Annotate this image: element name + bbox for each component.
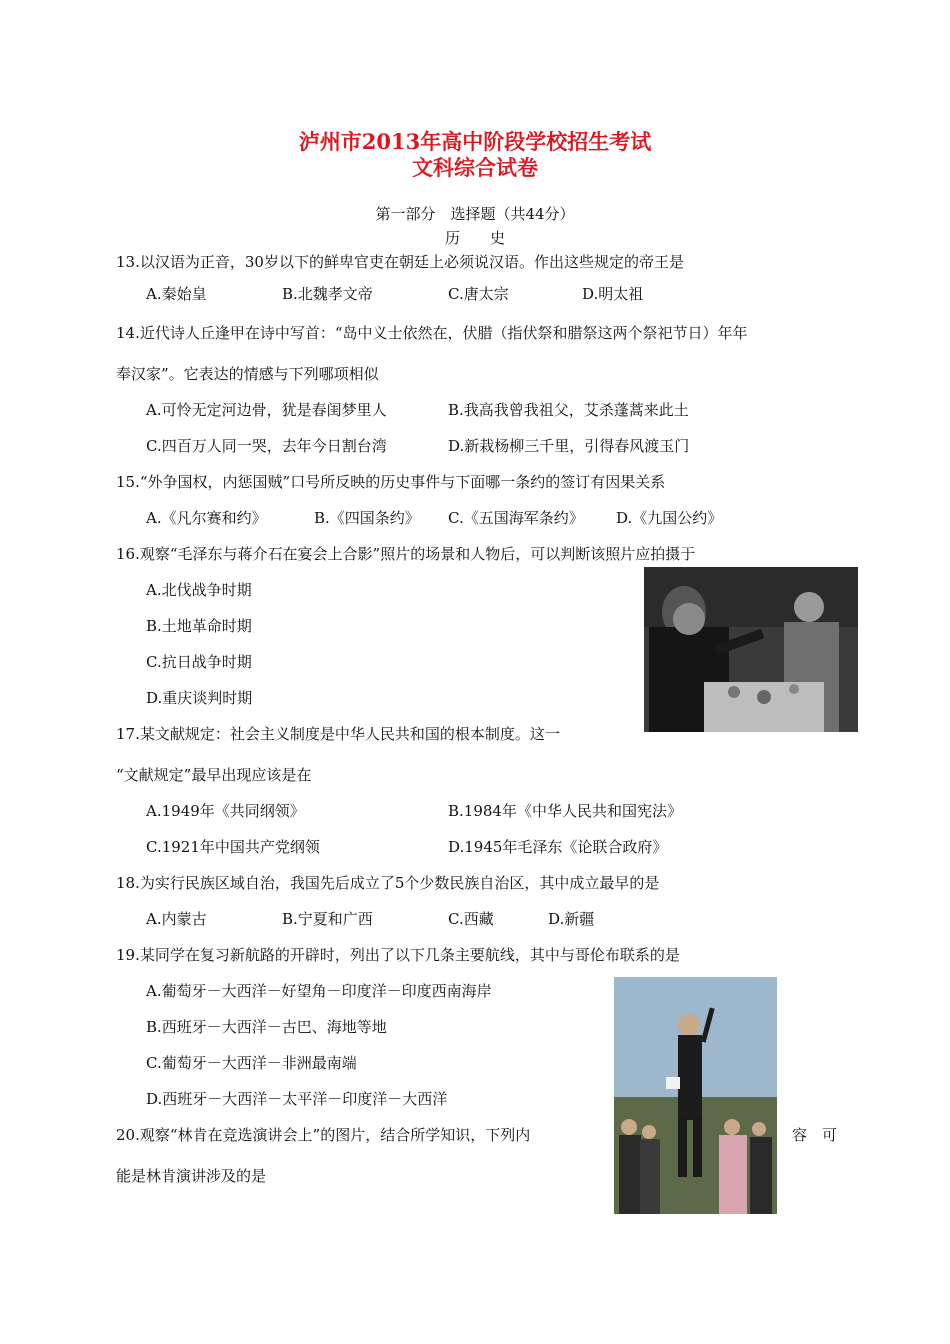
- question-18-stem: 18.为实行民族区域自治，我国先后成立了5个少数民族自治区，其中成立最早的是: [116, 874, 660, 892]
- question-17-stem-line2: “文献规定”最早出现应该是在: [116, 766, 312, 784]
- section-heading: 第一部分 选择题（共44分）: [375, 205, 575, 223]
- question-15-stem: 15.“外争国权，内惩国贼”口号所反映的历史事件与下面哪一条约的签订有因果关系: [116, 473, 666, 491]
- question-19-option-b: B.西班牙－大西洋－古巴、海地等地: [146, 1018, 387, 1036]
- question-17-option-c: C.1921年中国共产党纲领: [146, 838, 320, 856]
- exam-subtitle: 文科综合试卷: [412, 155, 538, 180]
- question-13-option-d: D.明太祖: [582, 285, 644, 303]
- question-16-option-b: B.土地革命时期: [146, 617, 252, 635]
- banquet-photo: [644, 567, 858, 732]
- question-14-option-d: D.新栽杨柳三千里，引得春风渡玉门: [448, 437, 690, 455]
- question-14-stem-line1: 14.近代诗人丘逢甲在诗中写首：“岛中义士依然在，伏腊（指伏祭和腊祭这两个祭祀节日）年年: [116, 324, 748, 342]
- subject-heading: 历 史: [444, 229, 505, 247]
- question-13-option-b: B.北魏孝文帝: [282, 285, 373, 303]
- question-17-stem-line1: 17.某文献规定：社会主义制度是中华人民共和国的根本制度。这一: [116, 725, 560, 743]
- banquet-photo-illustration: [644, 567, 858, 732]
- question-14-stem-line2: 奉汉家”。它表达的情感与下列哪项相似: [116, 365, 379, 383]
- question-15-option-b: B.《四国条约》: [314, 509, 420, 527]
- question-14-option-a: A.可怜无定河边骨，犹是春闺梦里人: [146, 401, 387, 419]
- question-14-option-c: C.四百万人同一哭，去年今日割台湾: [146, 437, 387, 455]
- question-16-option-a: A.北伐战争时期: [146, 581, 252, 599]
- question-16-stem: 16.观察“毛泽东与蒋介石在宴会上合影”照片的场景和人物后，可以判断该照片应拍摄于: [116, 545, 696, 563]
- question-20-stem-line1: 20.观察“林肯在竞选演讲会上”的图片，结合所学知识，下列内: [116, 1126, 531, 1144]
- question-15-option-a: A.《凡尔赛和约》: [146, 509, 267, 527]
- question-18-option-a: A.内蒙古: [146, 910, 207, 928]
- question-14-option-b: B.我高我曾我祖父，艾杀蓬蒿来此土: [448, 401, 689, 419]
- question-18-option-c: C.西藏: [448, 910, 494, 928]
- exam-title: 泸州市2013年高中阶段学校招生考试: [298, 129, 652, 154]
- question-20-stem-continuation: 容 可: [792, 1126, 838, 1144]
- lincoln-speech-illustration: [614, 977, 777, 1214]
- question-17-option-a: A.1949年《共同纲领》: [146, 802, 305, 820]
- question-17-option-b: B.1984年《中华人民共和国宪法》: [448, 802, 682, 820]
- question-19-option-c: C.葡萄牙－大西洋－非洲最南端: [146, 1054, 357, 1072]
- question-13-stem: 13.以汉语为正音，30岁以下的鲜卑官吏在朝廷上必须说汉语。作出这些规定的帝王是: [116, 253, 684, 271]
- question-13-option-a: A.秦始皇: [146, 285, 207, 303]
- lincoln-speech-picture: [614, 977, 777, 1214]
- question-16-option-c: C.抗日战争时期: [146, 653, 252, 671]
- question-17-option-d: D.1945年毛泽东《论联合政府》: [448, 838, 668, 856]
- question-15-option-d: D.《九国公约》: [616, 509, 723, 527]
- question-20-stem-line2: 能是林肯演讲涉及的是: [116, 1167, 267, 1185]
- question-16-option-d: D.重庆谈判时期: [146, 689, 253, 707]
- question-19-option-a: A.葡萄牙－大西洋－好望角－印度洋－印度西南海岸: [146, 982, 492, 1000]
- question-15-option-c: C.《五国海军条约》: [448, 509, 584, 527]
- question-13-option-c: C.唐太宗: [448, 285, 509, 303]
- question-18-option-b: B.宁夏和广西: [282, 910, 373, 928]
- question-19-stem: 19.某同学在复习新航路的开辟时，列出了以下几条主要航线，其中与哥伦布联系的是: [116, 946, 680, 964]
- question-18-option-d: D.新疆: [548, 910, 595, 928]
- question-19-option-d: D.西班牙－大西洋－太平洋－印度洋－大西洋: [146, 1090, 448, 1108]
